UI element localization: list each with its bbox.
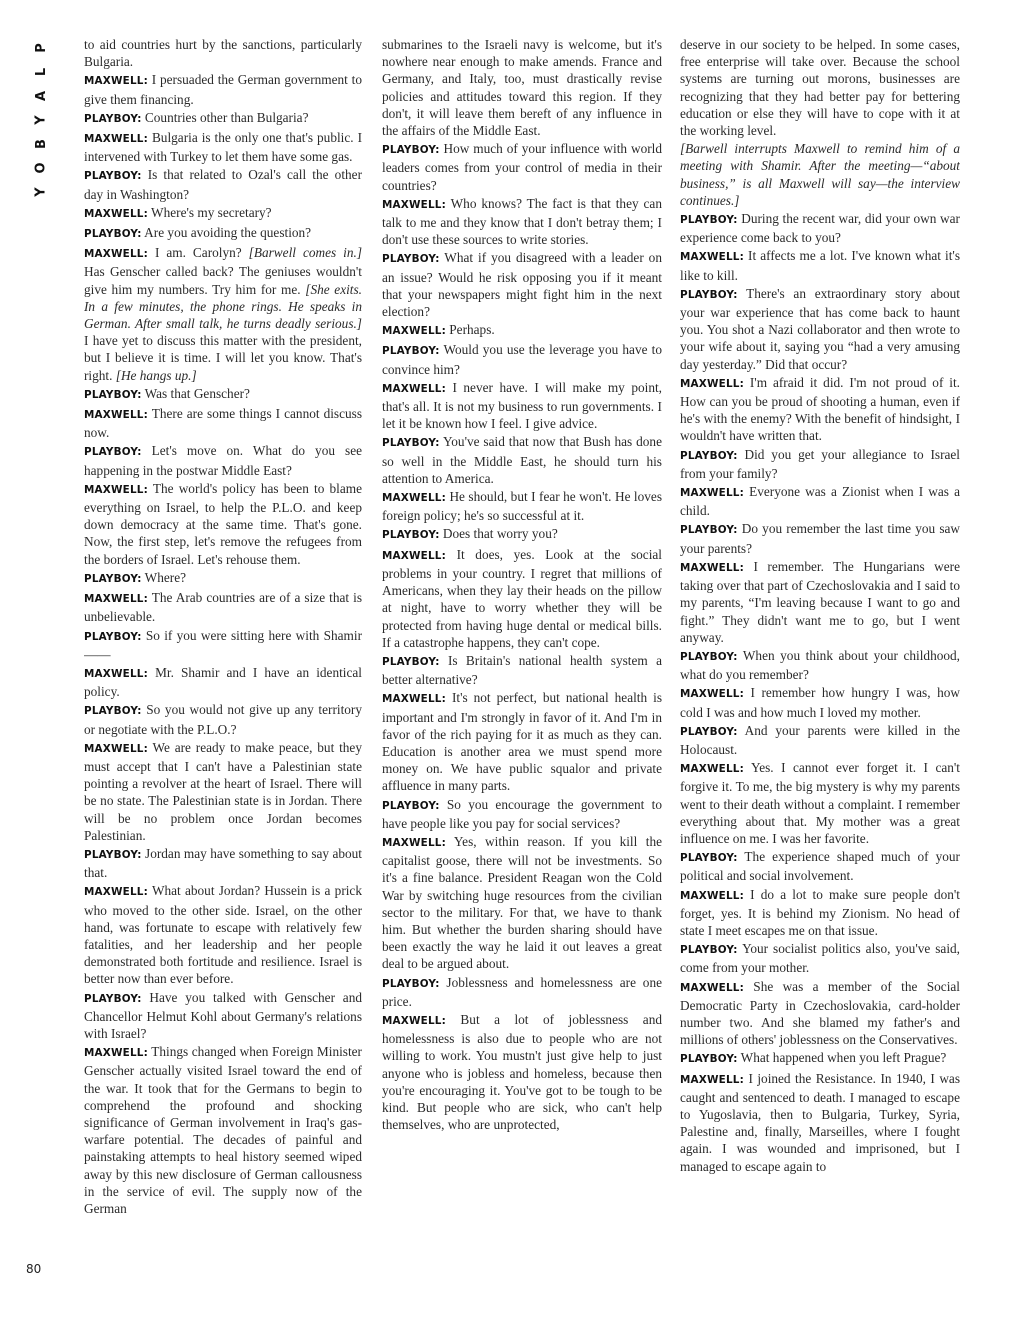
speaker-label: MAXWELL: [382,836,446,849]
paragraph-text: Everyone was a Zionist when I was a child. [680,484,960,519]
page-number: 80 [26,1262,42,1276]
paragraph-text: Did you get your allegiance to Israel from your family? [680,446,960,481]
speaker-label: PLAYBOY: [382,799,440,812]
vertical-magazine-title [30,36,54,204]
interview-paragraph [382,379,662,433]
title-letter: Y [33,187,49,197]
paragraph-text: You've said that now that Bush has done so well in the Middle East, he should turn his attention to America. [382,434,662,486]
speaker-label: PLAYBOY: [680,1053,738,1066]
paragraph-text: When you think about your childhood, what do you remember? [680,647,960,683]
speaker-label: MAXWELL: [84,409,148,422]
interview-paragraph [680,684,960,720]
interview-paragraph [84,989,362,1043]
paragraph-text: I persuaded the German government to give them financing. [84,72,362,107]
interview-paragraph [680,647,960,683]
paragraph-text: The world's policy has been to blame everything on Israel, to help the P.L.O. and keep down democracy at the same time. That's gone. Now, the first step, let's remove the refugees from the borders of Israel. Let's rehouse them. [84,480,362,567]
interview-paragraph [680,940,960,976]
paragraph-text: But a lot of joblessness and homelessness is also due to people who are not willing to work. You mustn't just give help to just anyone who is jobless and homeless, because then you're encouraging it. You've got to be tough to be kind. But people who are sick, who can't help themselves, who are unprotected, [382,1011,662,1133]
interview-paragraph [680,210,960,246]
paragraph-text: I remember how hungry I was, how cold I was and how much I loved my mother. [680,685,960,720]
paragraph-text: The Arab countries are of a size that is unbelievable. [84,590,362,625]
interview-paragraph [382,140,662,194]
paragraph-text: Are you avoiding the question? [144,225,312,241]
speaker-label: MAXWELL: [680,981,744,994]
paragraph-text: I joined the Resistance. In 1940, I was caught and sentenced to death. I managed to escape to Yugoslavia, then to Bulgaria, Turkey, Syria, Palestine and, finally, Marseilles, where I fought again. I was wounded and imprisoned, but I managed to escape again to [680,1070,960,1174]
paragraph-text: Bulgaria is the only one that's public. I intervened with Turkey to let them have some gas. [84,130,362,165]
paragraph-text: Is that related to Ozal's call the other day in Washington? [84,167,362,202]
speaker-label: PLAYBOY: [382,529,440,542]
interview-paragraph [84,627,362,663]
interview-paragraph [680,247,960,283]
interview-paragraph [680,722,960,758]
continued-paragraph [680,36,960,139]
speaker-label: MAXWELL: [382,325,446,338]
speaker-label: MAXWELL: [84,483,148,496]
paragraph-text: It affects me a lot. I've known what it's like to kill. [680,248,960,283]
paragraph-text: What happened when you left Prague? [740,1050,947,1066]
interview-paragraph [84,109,362,128]
paragraph-text: And your parents were killed in the Holocaust. [680,722,960,757]
paragraph-text: Joblessness and homelessness are one price. [382,974,662,1009]
paragraph-text: Would you use the leverage you have to convince him? [382,342,662,377]
interview-paragraph [382,546,662,651]
interview-paragraph [84,224,362,243]
paragraph-text: I do a lot to make sure people don't forget, yes. It is behind my Zionism. No head of state I meet escapes me on that issue. [680,886,960,938]
interview-paragraph [84,385,362,404]
interview-paragraph [84,480,362,568]
speaker-label: PLAYBOY: [382,345,440,358]
interview-paragraph [382,796,662,832]
text-column-3 [680,36,960,1286]
speaker-label: MAXWELL: [84,248,148,261]
paragraph-text: Was that Genscher? [144,385,250,401]
speaker-label: PLAYBOY: [382,655,440,668]
speaker-label: MAXWELL: [680,889,744,902]
speaker-label: MAXWELL: [382,492,446,505]
paragraph-text: How much of your influence with world leaders comes from your control of media in their countries? [382,141,662,193]
interview-paragraph [84,442,362,478]
paragraph-text: I have yet to discuss this matter with the president, but I believe it is time. I will let you know. That's right. [84,333,362,383]
paragraph-text: The experience shaped much of your political and social involvement. [680,849,960,884]
paragraph-text: deserve in our society to be helped. In some cases, free enterprise will take over. Because the school systems are turning out morons, businesses are recognizing that they had better pay for bettering education or else they will have to cope with it at the working level. [680,37,960,139]
interview-paragraph [84,701,362,737]
paragraph-text: There are some things I cannot discuss now. [84,406,362,441]
paragraph-text: What if you disagreed with a leader on an issue? Would he risk opposing you if it meant that your newspapers might fight him in the next election? [382,250,662,320]
speaker-label: PLAYBOY: [680,852,738,865]
interview-paragraph [680,759,960,847]
speaker-label: MAXWELL: [382,693,446,706]
paragraph-text: Have you talked with Genscher and Chancellor Helmut Kohl about Germany's relations with Israel? [84,989,362,1041]
interview-paragraph [84,739,362,844]
interview-paragraph [382,249,662,320]
paragraph-text: Who knows? The fact is that they can talk to me and they know that I don't betray them; I don't use these sources to write stories. [382,195,662,248]
interview-paragraph [680,558,960,646]
speaker-label: MAXWELL: [680,688,744,701]
text-column-1 [84,36,362,1286]
interview-paragraph [84,569,362,588]
interview-paragraph [382,321,662,340]
speaker-label: PLAYBOY: [680,449,738,462]
interview-paragraph [680,483,960,519]
paragraph-text: So you would not give up any territory or negotiate with the P.L.O.? [84,702,362,737]
speaker-label: MAXWELL: [382,549,446,562]
paragraph-text: Yes. I cannot ever forget it. I can't forgive it. To me, the big mystery is why my parents went to their death without a complaint. I remember everything about that. My mother was a great influence on me. I was her favorite. [680,760,960,846]
title-letter: A [34,90,49,102]
speaker-label: MAXWELL: [680,1073,744,1086]
speaker-label: PLAYBOY: [680,725,738,738]
paragraph-text: So if you were sitting here with Shamir—— [84,627,362,662]
paragraph-text: What about Jordan? Hussein is a prick who moved to the other side. Israel, on the other hand, was fortunate to escape with relatively few fatalities, and her leadership and her people demonstrated both fortitude and resilience. Israel is better now than ever before. [84,883,362,987]
paragraph-text: Yes, within reason. If you kill the capitalist goose, there will not be investments. So it's a fine balance. President Reagan won the Cold War by switching huge resources from the civilian sector to the military. For that, we have to thank him. But whether the burden sharing should have been exactly the way he laid it out leaves a great deal to be argued about. [382,833,662,972]
interview-paragraph [382,195,662,249]
speaker-label: MAXWELL: [84,742,148,755]
interview-paragraph [680,446,960,482]
paragraph-text: Where's my secretary? [151,204,272,220]
paragraph-text: Is Britain's national health system a better alternative? [382,652,662,688]
paragraph-text: Countries other than Bulgaria? [144,109,309,125]
speaker-label: MAXWELL: [680,487,744,500]
speaker-label: MAXWELL: [680,763,744,776]
interview-paragraph [84,882,362,987]
interview-paragraph [84,664,362,700]
speaker-label: MAXWELL: [84,133,148,146]
speaker-label: PLAYBOY: [382,253,440,266]
speaker-label: PLAYBOY: [84,705,142,718]
interview-paragraph [84,845,362,881]
stage-direction-text: [She exits. In a few minutes, the phone rings. He speaks in German. After small talk, he turns deadly serious.] [84,281,362,332]
speaker-label: MAXWELL: [382,382,446,395]
stage-direction [680,140,960,209]
continued-paragraph [84,36,362,70]
interview-paragraph [680,520,960,556]
speaker-label: PLAYBOY: [84,572,142,585]
speaker-label: PLAYBOY: [84,388,142,401]
stage-direction-text: [Barwell comes in.] [248,245,362,261]
speaker-label: MAXWELL: [680,561,744,574]
speaker-label: PLAYBOY: [84,446,142,459]
speaker-label: MAXWELL: [382,1014,446,1027]
paragraph-text: Your socialist politics also, you've said, come from your mother. [680,941,960,976]
speaker-label: PLAYBOY: [680,524,738,537]
interview-paragraph [680,848,960,884]
paragraph-text: submarines to the Israeli navy is welcome, but it's nowhere near enough to make amends. France and Germany, and Italy, too, must drastically revise policies and attitudes toward this region. If they don't, it will leave them bereft of any influence in the affairs of the Middle East. [382,37,662,139]
paragraph-text: It does, yes. Look at the social problems in your country. I regret that millions of Americans, when they lay their heads on the pillow at night, have to worry whether they will be protected from having huge dental or medical bills. If a catastrophe happens, they can't cope. [382,546,662,650]
interview-paragraph [382,652,662,688]
stage-direction-text: [He hangs up.] [115,367,197,383]
paragraph-text: I remember. The Hungarians were taking over that part of Czechoslovakia and I said to my parents, “I'm leaving because I want to go and fight.” They didn't want me to go, but I went anyway. [680,558,960,645]
speaker-label: MAXWELL: [84,886,148,899]
speaker-label: MAXWELL: [382,198,446,211]
text-column-2 [382,36,662,1286]
paragraph-text: He should, but I fear he won't. He loves foreign policy; he's so successful at it. [382,489,662,524]
interview-paragraph [84,589,362,625]
interview-paragraph [382,525,662,544]
speaker-label: PLAYBOY: [84,848,142,861]
speaker-label: PLAYBOY: [84,170,142,183]
paragraph-text: During the recent war, did your own war experience come back to you? [680,211,960,246]
speaker-label: MAXWELL: [84,75,148,88]
interview-paragraph [84,405,362,441]
interview-paragraph [680,374,960,445]
speaker-label: MAXWELL: [84,593,148,606]
interview-paragraph [680,285,960,373]
interview-paragraph [382,488,662,524]
interview-paragraph [84,244,362,384]
interview-paragraph [382,833,662,973]
paragraph-text: We are ready to make peace, but they must accept that I can't have a Palestinian state pointing a revolver at the heart of Israel. There will be no state. The Palestinian state is in Jordan. There will be no problem once Jordan becomes Palestinian. [84,739,362,843]
paragraph-text: Where? [144,569,187,585]
interview-paragraph [382,689,662,794]
speaker-label: PLAYBOY: [382,437,440,450]
speaker-label: MAXWELL: [680,251,744,264]
speaker-label: MAXWELL: [84,667,148,680]
title-letter: L [33,67,49,77]
speaker-label: PLAYBOY: [382,977,440,990]
paragraph-text: I'm afraid it did. I'm not proud of it. How can you be proud of shooting a human, even if he's with the enemy? With the benefit of hindsight, I wouldn't have written that. [680,374,960,444]
paragraph-text: Jordan may have something to say about that. [84,845,362,881]
paragraph-text: Do you remember the last time you saw your parents? [680,521,960,556]
speaker-label: MAXWELL: [84,1047,148,1060]
speaker-label: MAXWELL: [680,377,744,390]
speaker-label: PLAYBOY: [84,992,142,1005]
paragraph-text: She was a member of the Social Democratic Party in Czechoslovakia, card-holder number two. And she blamed my father's and millions of others' joblessness on the Conservatives. [680,978,960,1048]
speaker-label: PLAYBOY: [680,944,738,957]
speaker-label: PLAYBOY: [680,288,738,301]
interview-paragraph [382,341,662,377]
speaker-label: PLAYBOY: [680,650,738,663]
paragraph-text: to aid countries hurt by the sanctions, particularly Bulgaria. [84,37,362,70]
title-letter: B [33,139,49,149]
title-letter: O [34,162,49,174]
paragraph-text: Things changed when Foreign Minister Genscher actually visited Israel toward the end of the war. It took that for the Germans to begin to comprehend the profound and shocking significance of German involvement in Iraq's gas-warfare potential. The decades of painful and painstaking attempts to heal history seemed wiped away by this new disclosure of German callousness in the service of evil. The supply now of the German [84,1044,362,1216]
interview-paragraph [680,1049,960,1068]
interview-paragraph [680,886,960,940]
title-letter: Y [33,115,49,125]
paragraph-text: Does that worry you? [442,526,558,542]
speaker-label: PLAYBOY: [84,630,142,643]
interview-paragraph [382,974,662,1010]
paragraph-text: I never have. I will make my point, that's all. It is not my business to run governments. I let it be known how I feel. I give advice. [382,379,662,432]
paragraph-text: Mr. Shamir and I have an identical policy. [84,664,362,700]
continued-paragraph [382,36,662,139]
title-letter: P [34,43,49,53]
speaker-label: PLAYBOY: [680,214,738,227]
paragraph-text: There's an extraordinary story about your war experience that has come back to haunt you. You shot a Nazi collaborator and then wrote to your wife about it, saying you “had a very amusing day yesterday.” Did that occur? [680,285,960,372]
paragraph-text: Perhaps. [449,322,495,338]
interview-paragraph [84,129,362,165]
speaker-label: MAXWELL: [84,207,148,220]
paragraph-text: Has Genscher called back? The geniuses wouldn't give him my numbers. Try him for me. [84,264,362,297]
speaker-label: PLAYBOY: [382,144,440,157]
interview-paragraph [84,1043,362,1217]
paragraph-text: It's not perfect, but national health is important and I'm strongly in favor of it. And I'm in favor of the rich paying for it as much as they can. Education is another area we must spend more money on. We have public squalor and private affluence in many parts. [382,690,662,794]
interview-paragraph [680,978,960,1049]
speaker-label: PLAYBOY: [84,112,142,125]
interview-paragraph [84,71,362,107]
stage-direction-text: [Barwell interrupts Maxwell to remind him of a meeting with Shamir. After the meeting—“about business,” is all Maxwell will say—the interview continues.] [680,141,960,208]
paragraph-text: I am. Carolyn? [154,245,249,261]
speaker-label: PLAYBOY: [84,228,142,241]
paragraph-text: Let's move on. What do you see happening in the postwar Middle East? [84,443,362,478]
interview-paragraph [382,1011,662,1133]
interview-paragraph [84,166,362,202]
interview-paragraph [84,204,362,223]
paragraph-text: So you encourage the government to have people like you pay for social services? [382,796,662,831]
interview-paragraph [382,433,662,487]
interview-paragraph [680,1070,960,1175]
